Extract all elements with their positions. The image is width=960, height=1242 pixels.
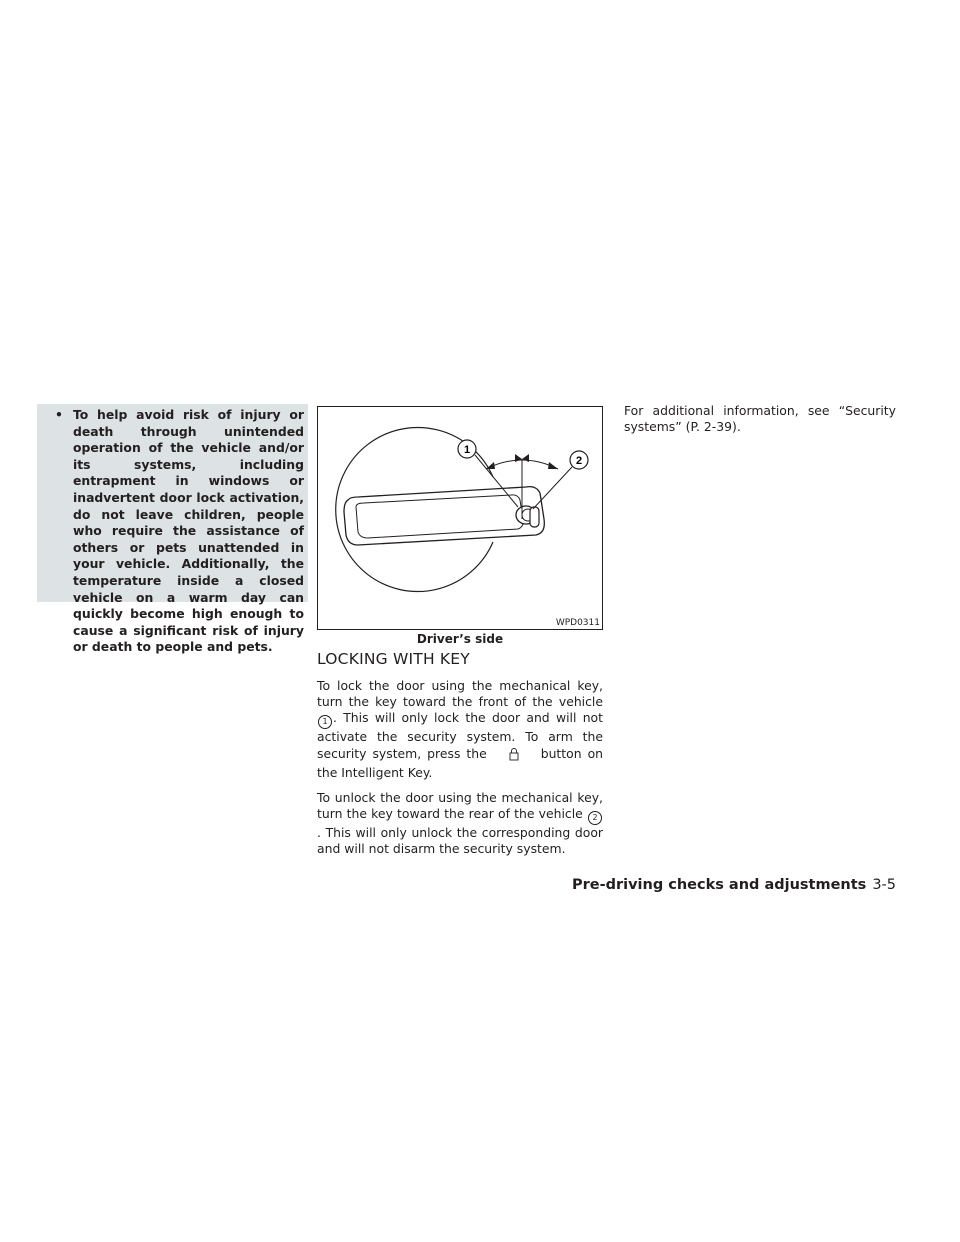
unlock-paragraph	[317, 790, 603, 858]
page-footer	[572, 877, 896, 893]
warning-box	[37, 404, 308, 655]
figure-caption: Driver’s side	[416, 632, 504, 646]
callout-1: 1	[463, 444, 471, 456]
bullet: •	[55, 407, 63, 422]
section-body	[317, 678, 603, 867]
door-handle-illustration	[318, 407, 602, 629]
section-heading: LOCKING WITH KEY	[317, 650, 470, 668]
cross-reference: For additional information, see “Security systems” (P. 2-39).	[624, 403, 896, 435]
footer-section-title: Pre-driving checks and adjustments	[571, 877, 867, 893]
lock-icon	[493, 747, 535, 765]
callout-ref-2: 2	[588, 811, 602, 825]
callout-ref-1: 1	[318, 715, 332, 729]
unlock-text-a: To unlock the door using the mechanical key, turn the key toward the rear of the vehicle	[317, 790, 603, 822]
door-handle-figure	[317, 406, 603, 630]
warning-text	[55, 407, 304, 656]
figure-code: WPD0311	[555, 618, 600, 628]
lock-paragraph	[317, 678, 603, 781]
unlock-text-b: . This will only unlock the corresponding door and will not disarm the security system.	[317, 825, 603, 857]
page-number: 3-5	[872, 877, 896, 893]
lock-text-b: . This will only lock the door and will not activate the security system. To arm the security system, press the	[317, 710, 603, 761]
right-column	[624, 403, 896, 435]
lock-text-a: To lock the door using the mechanical key, turn the key toward the front of the vehicle	[317, 678, 603, 710]
lock-text-c: button on the Intelligent Key.	[317, 745, 603, 780]
warning-body: To help avoid risk of injury or death through unintended operation of the vehicle and/or its systems, including entrapment in windows or inadvertent door lock activation, do not leave children, people who require the assistance of others or pets unattended in your vehicle. Additionally, the temperature inside a closed vehicle on a warm day can quickly become high enough to cause a significant risk of injury or death to people and pets.	[73, 407, 304, 655]
callout-2: 2	[575, 455, 583, 467]
